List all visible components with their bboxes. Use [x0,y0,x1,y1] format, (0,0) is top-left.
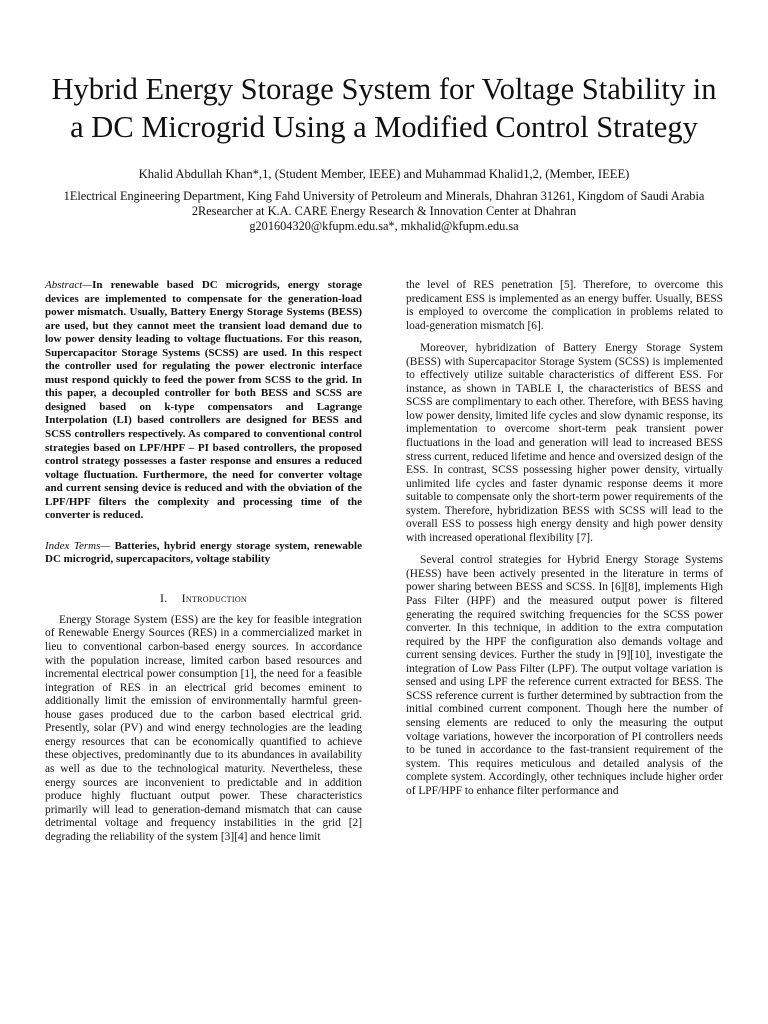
title-line-2: a DC Microgrid Using a Modified Control Strategy [70,110,698,144]
index-terms-lead: Index Terms— [45,539,111,552]
body-paragraph: Energy Storage System (ESS) are the key for feasible integration of Renewable Energy Sources (RES) in a commercialized market in lieu to conventional carbon-based energy sources. In accordance with the population increase, limited carbon based resources and incremental electrical power consumption [1], the need for a feasible integration of RES in an electrical grid becomes eminent to additionally limit the emission of environmentally harmful green-house gases produced due to the carbon based electrical grid. Presently, solar (PV) and wind energy technologies are the leading energy resources that can be economically quantified to achieve these objectives, predominantly due to its abundances in availability as well as due to the technological maturity. Nevertheless, these energy sources are inconvenient to predictable and in addition produce highly fluctuant output power. These characteristics primarily will lead to generation-demand mismatch that can cause detrimental voltage and frequency instabilities in the grid [2] degrading the reliability of the system [3][4] and hence limit [45,613,362,843]
abstract-text: In renewable based DC microgrids, energy storage devices are implemented to compensate for the generation-load power mismatch. Usually, Battery Energy Storage Systems (BESS) are used, but they cannot meet the transient load demand due to low power density leading to voltage fluctuations. For this reason, Supercapacitor Storage Systems (SCSS) are used. In this respect the controller used for regulating the power electronic interface must respond quickly to feed the power from SCSS to the grid. In this paper, a decoupled controller for both BESS and SCSS are designed based on k-type compensators and Lagrange Interpolation (LI) based controllers are designed for BESS and SCSS controllers respectively. As compared to conventional control strategies based on LPF/HPF – PI based controllers, the proposed control strategy possesses a faster response and ensures a reduced voltage fluctuation. Furthermore, the need for converter voltage and current sensing device is reduced and with the obviation of the LPF/HPF filters the complexity and processing time of the converter is reduced. [45,279,362,522]
affiliation-1: 1Electrical Engineering Department, King Fahd University of Petroleum and Minerals, Dhahran 31261, Kingdom of Saudi Arabia [63,189,705,203]
section-number: I. [160,590,168,605]
title-line-1: Hybrid Energy Storage System for Voltage Stability in [51,72,717,106]
abstract [45,279,362,523]
body-paragraph: Several control strategies for Hybrid Energy Storage Systems (HESS) have been actively presented in the literature in terms of power sharing between BESS and SCSS. In [6][8], implements High Pass Filter (HPF) and the measured output power is filtered generating the required switching frequencies for the SCSS power converter. In this technique, in addition to the extra computation required by the HPF the configuration also demands voltage and current sensing devices. Further the study in [9][10], investigate the integration of Low Pass Filter (LPF). The output voltage variation is sensed and using LPF the reference current extracted for BESS. The SCSS reference current is further determined by subtraction from the initial combined current component. Though here the number of sensing elements are reduced to only the measuring the output voltage variations, however the incorporation of PI controllers needs to be tuned in accordance to the fast-transient requirement of the system. This requires meticulous and detailed analysis of the complete system. Accordingly, other techniques include higher order of LPF/HPF to enhance filter performance and [406,554,723,797]
index-terms [45,540,362,567]
left-column [45,279,362,844]
body-paragraph: the level of RES penetration [5]. Therefore, to overcome this predicament ESS is implemented as an energy buffer. Usually, BESS is employed to overcome the complication in problems related to load-generation mismatch [6]. [406,279,723,332]
author-emails: g201604320@kfupm.edu.sa*, mkhalid@kfupm.edu.sa [249,219,519,233]
section-heading [45,591,362,605]
abstract-lead: Abstract— [45,279,93,291]
paper-title [30,70,738,146]
section-title: Introduction [181,590,247,605]
affiliation-2: 2Researcher at K.A. CARE Energy Research & Innovation Center at Dhahran [191,204,577,218]
author-line: Khalid Abdullah Khan*,1, (Student Member, IEEE) and Muhammad Khalid1,2, (Member, IEEE) [138,167,630,181]
index-terms-text: Batteries, hybrid energy storage system, renewable DC microgrid, supercapacitors, voltage stability [45,539,362,566]
body-paragraph: Moreover, hybridization of Battery Energy Storage System (BESS) with Supercapacitor Storage System (SCSS) is implemented to effectively utilize suitable characteristics of different ESS. For instance, as shown in TABLE I, the characteristics of BESS and SCSS are complimentary to each other. Therefore, with BESS having low power density, limited life cycles and slow dynamic response, its implementation to overcome short-term peak transient power fluctuations in the load and generation will lead to increased BESS stress current, reduced lifetime and hence and oversized design of the ESS. In contrast, SCSS possessing higher power density, virtually unlimited life cycles and faster dynamic response deems it more suitable to compensate only the short-term power requirements of the system. Therefore, hybridization BESS with SCSS will lead to the overall ESS to possess high energy density and high power density with increased operational flexibility [7]. [406,342,723,544]
affiliations [40,189,728,234]
right-column [406,279,723,798]
